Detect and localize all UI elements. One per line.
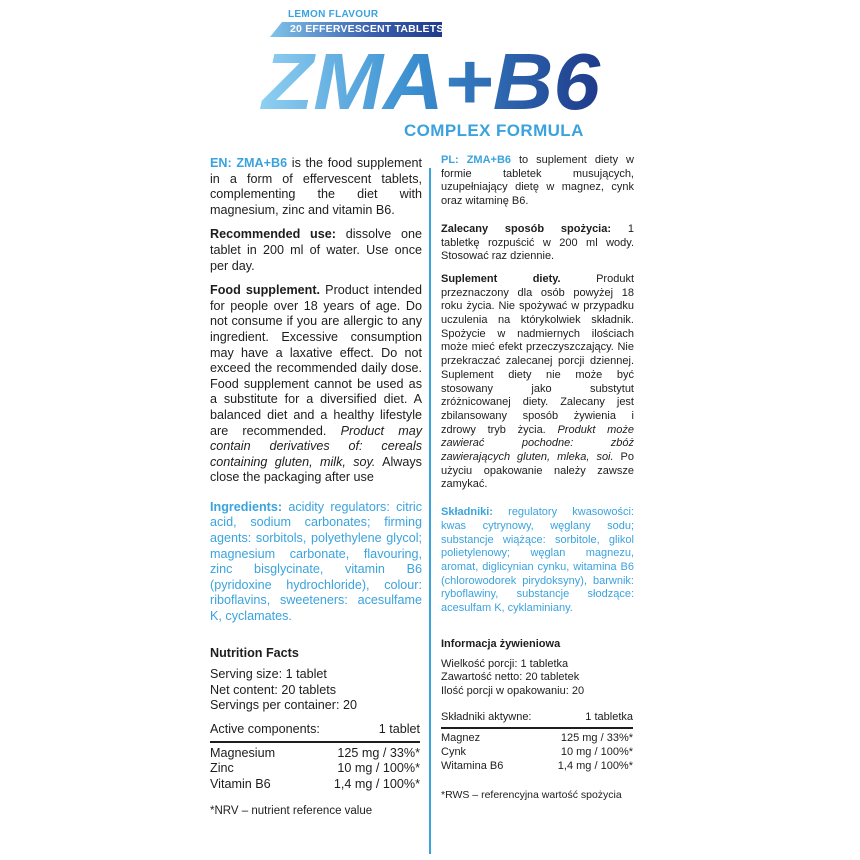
en-recommended-use: Recommended use: dissolve one tablet in 200 ml of water. Use once per day. <box>210 227 423 273</box>
en-intro: EN: ZMA+B6 is the food supplement in a form of effervescent tablets, complementing the diet with magnesium, zinc and vitamin B6. <box>210 156 422 217</box>
pl-nutrition-facts <box>441 638 634 803</box>
en-nutrition-facts <box>210 646 422 820</box>
brand-name: ZMA+B6 <box>259 37 601 123</box>
pl-net-content: Zawartość netto: 20 tabletek <box>441 671 580 684</box>
table-row: Zinc 10 mg / 100%* <box>210 761 420 776</box>
en-food-supplement: Food supplement. Product intended for people over 18 years of age. Do not consume if you are allergic to any ingredient. Excessive consumption may have a laxative effect. Do not exceed the recommended daily dose. Food supplement cannot be used as a substitute for a diversified diet. A balanced diet and a healthy lifestyle are recommended. Product may contain derivatives of: cereals containing gluten, milk, soy. Always close the packaging after use <box>210 283 422 485</box>
complex-formula-label: COMPLEX FORMULA <box>404 121 584 140</box>
en-serving-size: Serving size: 1 tablet <box>210 667 327 682</box>
table-row: Vitamin B6 1,4 mg / 100%* <box>210 776 420 791</box>
pl-nutrition-title: Informacja żywieniowa <box>441 637 561 650</box>
tablets-count-label: 20 EFFERVESCENT TABLETS <box>290 23 444 35</box>
column-divider <box>429 168 431 854</box>
table-row: Cynk 10 mg / 100%* <box>441 746 633 759</box>
table-row: Witamina B6 1,4 mg / 100%* <box>441 759 633 772</box>
table-row: Magnez 125 mg / 33%* <box>441 732 633 745</box>
pl-nutrition-table <box>441 711 633 774</box>
en-net-content: Net content: 20 tablets <box>210 682 337 697</box>
en-nutrition-table <box>210 722 420 792</box>
pl-intro: PL: ZMA+B6 to suplement diety w formie tabletek musujących, uzupełniający dietę w magnez, cynk oraz witaminę B6. <box>441 154 634 208</box>
pl-ingredients: Składniki: regulatory kwasowości: kwas cytrynowy, węglany sodu; substancje wiążące: sorbitole, glikol polietylenowy; węglan magnezu, aromat, diglicynian cynku, witamina B6 (chlorowodorek pirydoksyny), barwnik: ryboflawiny, substancje słodzące: acesulfam K, cyklaminiany. <box>441 506 634 615</box>
pl-serving-size: Wielkość porcji: 1 tabletka <box>441 657 569 670</box>
en-table-header: Active components: 1 tablet <box>210 722 420 736</box>
en-footnote: *NRV – nutrient reference value <box>210 805 373 818</box>
flavour-label: LEMON FLAVOUR <box>288 9 379 20</box>
pl-food-supplement: Suplement diety. Produkt przeznaczony dla osób powyżej 18 roku życia. Nie spożywać w przypadku uczulenia na którykolwiek składnik. Spożycie w nadmiernych ilościach może mieć efekt przeczyszczający. Nie przekraczać zalecanej porcji dziennej. Suplement diety nie może być stosowany jako substytut zróżnicowanej diety. Zalecany jest zbilansowany sposób żywienia i zdrowy tryb życia. Produkt może zawierać pochodne: zbóż zawierających gluten, mleka, soi. Po użyciu opakowanie należy zawsze zamykać. <box>441 272 635 491</box>
en-nutrition-title: Nutrition Facts <box>210 645 299 660</box>
brand-logo <box>258 35 608 123</box>
english-column <box>210 156 422 820</box>
pl-servings: Ilość porcji w opakowaniu: 20 <box>441 684 585 697</box>
pl-recommended-use: Zalecany sposób spożycia: 1 tabletkę rozpuścić w 200 ml wody. Stosować raz dziennie. <box>441 222 634 263</box>
polish-column <box>441 154 634 803</box>
en-ingredients: Ingredients: acidity regulators: citric acid, sodium carbonates; firming agents: sorbitols, polyethylene glycol; magnesium carbonate, flavouring, zinc bisglycinate, vitamin B6 (pyridoxine hydrochloride), colour: riboflavins, sweeteners: acesulfame K, cyclamates. <box>210 499 422 624</box>
pl-footnote: *RWS – referencyjna wartość spożycia <box>441 789 622 802</box>
pl-table-header: Składniki aktywne: 1 tabletka <box>441 710 633 723</box>
en-servings: Servings per container: 20 <box>210 698 358 713</box>
table-row: Magnesium 125 mg / 33%* <box>210 745 420 760</box>
